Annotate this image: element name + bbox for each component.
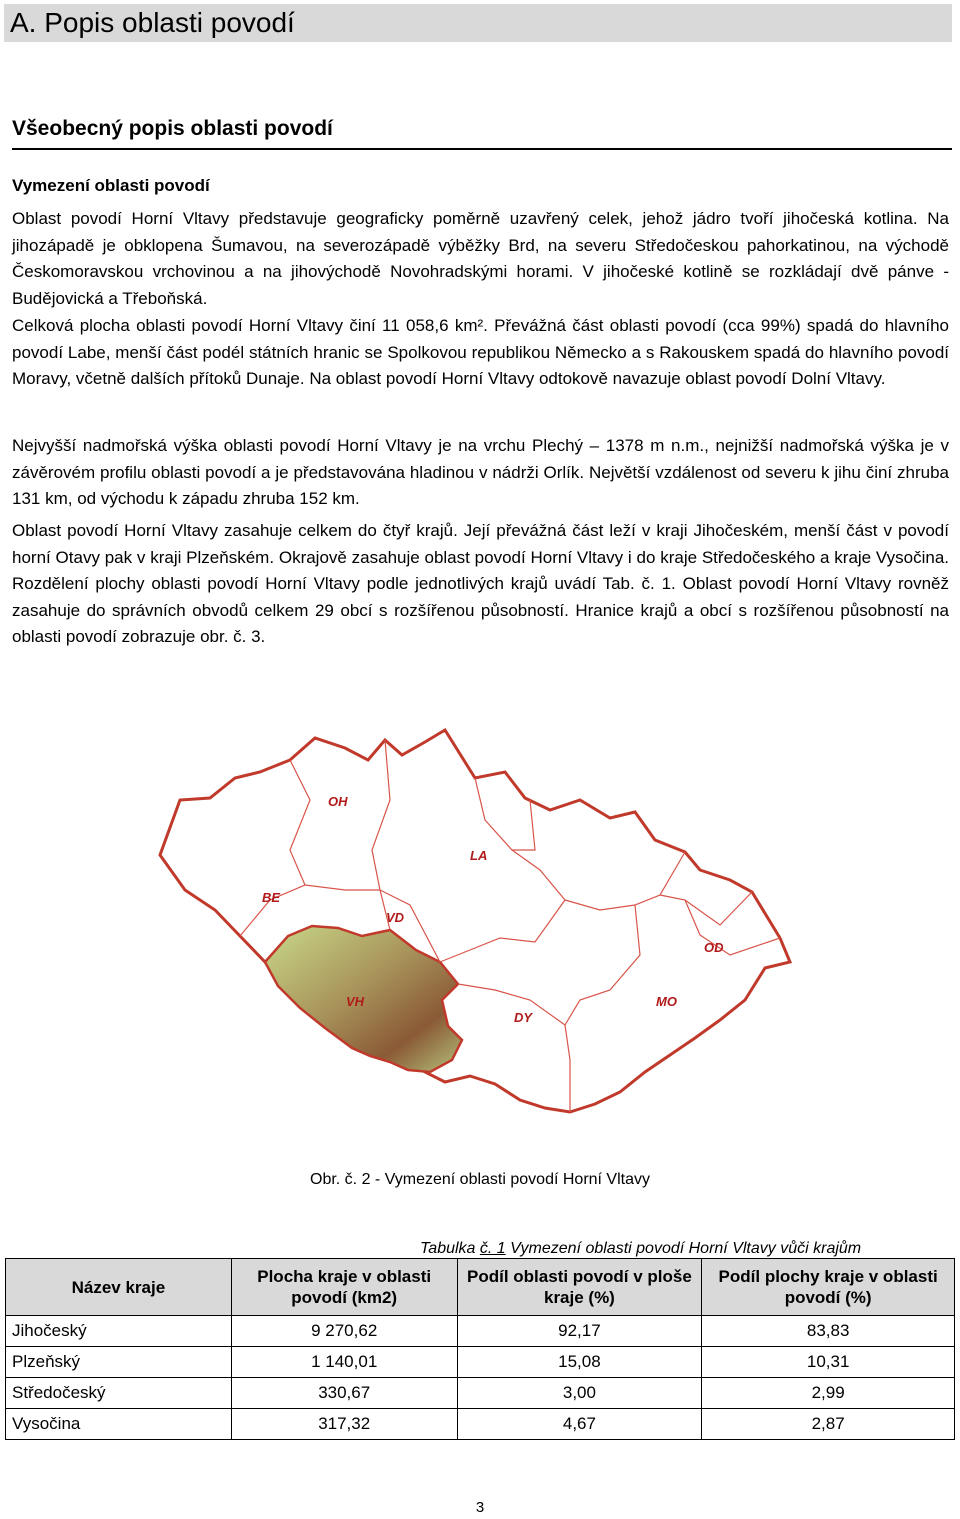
table-header-row bbox=[6, 1259, 955, 1316]
section-title: Všeobecný popis oblasti povodí bbox=[12, 116, 952, 150]
column-header: Plocha kraje v oblasti povodí (km2) bbox=[231, 1259, 457, 1316]
chapter-header bbox=[4, 4, 952, 42]
regions-table bbox=[5, 1258, 955, 1440]
map-label-od: OD bbox=[704, 940, 724, 955]
column-header: Podíl oblasti povodí v ploše kraje (%) bbox=[457, 1259, 702, 1316]
map-label-oh: OH bbox=[328, 794, 348, 809]
paragraph-intro: Oblast povodí Horní Vltavy představuje geograficky poměrně uzavřený celek, jehož jádro tvoří jihočeská kotlina. Na jihozápadě je obklopena Šumavou, na severozápadě výběžky Brd, na severu Středočeskou pahorkatinou, na východě Českomoravskou vrchovinou a na jihovýchodě Novohradskými horami. V jihočeské kotlině se rozkládají dvě pánve - Budějovická a Třeboňská. bbox=[12, 209, 949, 308]
table-cell: 317,32 bbox=[231, 1409, 457, 1440]
table-cell: 92,17 bbox=[457, 1316, 702, 1347]
table-cell: 2,99 bbox=[702, 1378, 955, 1409]
table-cell: 10,31 bbox=[702, 1347, 955, 1378]
region-name: Plzeňský bbox=[6, 1347, 232, 1378]
map-label-vd: VD bbox=[386, 910, 405, 925]
column-header: Podíl plochy kraje v oblasti povodí (%) bbox=[702, 1259, 955, 1316]
region-name: Vysočina bbox=[6, 1409, 232, 1440]
paragraph-regions: Oblast povodí Horní Vltavy zasahuje celkem do čtyř krajů. Její převážná část leží v kraji Jihočeském, menší část v povodí horní Otavy pak v kraji Plzeňském. Okrajově zasahuje oblast povodí Horní Vltavy i do kraje Středočeského a kraje Vysočina. Rozdělení plochy oblasti povodí Horní Vltavy podle jednotlivých krajů uvádí Tab. č. 1. Oblast povodí Horní Vltavy rovněž zasahuje do správních obvodů celkem 29 obcí s rozšířenou působností. Hranice krajů a obcí s rozšířenou působností na oblasti povodí zobrazuje obr. č. 3. bbox=[12, 521, 949, 646]
table-row bbox=[6, 1316, 955, 1347]
table-cell: 15,08 bbox=[457, 1347, 702, 1378]
map-label-vh: VH bbox=[346, 994, 365, 1009]
map-label-la: LA bbox=[470, 848, 488, 863]
table-caption bbox=[420, 1239, 861, 1259]
table-cell: 4,67 bbox=[457, 1409, 702, 1440]
table-cell: 330,67 bbox=[231, 1378, 457, 1409]
page-number: 3 bbox=[475, 1499, 485, 1516]
table-caption-text: Vymezení oblasti povodí Horní Vltavy vůči krajům bbox=[505, 1240, 862, 1257]
paragraph-elevation: Nejvyšší nadmořská výška oblasti povodí Horní Vltavy je na vrchu Plechý – 1378 m n.m., nejnižší nadmořská výška je v závěrovém profilu oblasti povodí a je představována hladinou v nádrži Orlík. Největší vzdálenost od severu k jihu činí zhruba 131 km, od východu k západu zhruba 152 km. bbox=[12, 436, 949, 508]
table-row bbox=[6, 1409, 955, 1440]
map-label-mo: MO bbox=[656, 994, 677, 1009]
table-cell: 3,00 bbox=[457, 1378, 702, 1409]
chapter-title: A. Popis oblasti povodí bbox=[10, 7, 295, 38]
subsection-title: Vymezení oblasti povodí bbox=[12, 176, 210, 195]
region-name: Jihočeský bbox=[6, 1316, 232, 1347]
table-cell: 9 270,62 bbox=[231, 1316, 457, 1347]
paragraph-area: Celková plocha oblasti povodí Horní Vltavy činí 11 058,6 km². Převážná část oblasti povodí (cca 99%) spadá do hlavního povodí Labe, menší část podél státních hranic se Spolkovou republikou Německo a s Rakouskem spadá do hlavního povodí Moravy, včetně dalších přítoků Dunaje. Na oblast povodí Horní Vltavy odtokově navazuje oblast povodí Dolní Vltavy. bbox=[12, 316, 949, 388]
table-cell: 2,87 bbox=[702, 1409, 955, 1440]
table-row bbox=[6, 1347, 955, 1378]
table-caption-number: č. 1 bbox=[479, 1240, 506, 1257]
table-row bbox=[6, 1378, 955, 1409]
czech-basins-map bbox=[140, 700, 820, 1160]
region-name: Středočeský bbox=[6, 1378, 232, 1409]
map-label-be: BE bbox=[262, 890, 281, 905]
czech-republic-outline bbox=[160, 730, 790, 1112]
map-label-dy: DY bbox=[514, 1010, 533, 1025]
table-caption-prefix: Tabulka bbox=[420, 1240, 480, 1257]
figure-caption: Obr. č. 2 - Vymezení oblasti povodí Horní Vltavy bbox=[310, 1171, 650, 1188]
table-cell: 1 140,01 bbox=[231, 1347, 457, 1378]
table-cell: 83,83 bbox=[702, 1316, 955, 1347]
column-header: Název kraje bbox=[6, 1259, 232, 1316]
